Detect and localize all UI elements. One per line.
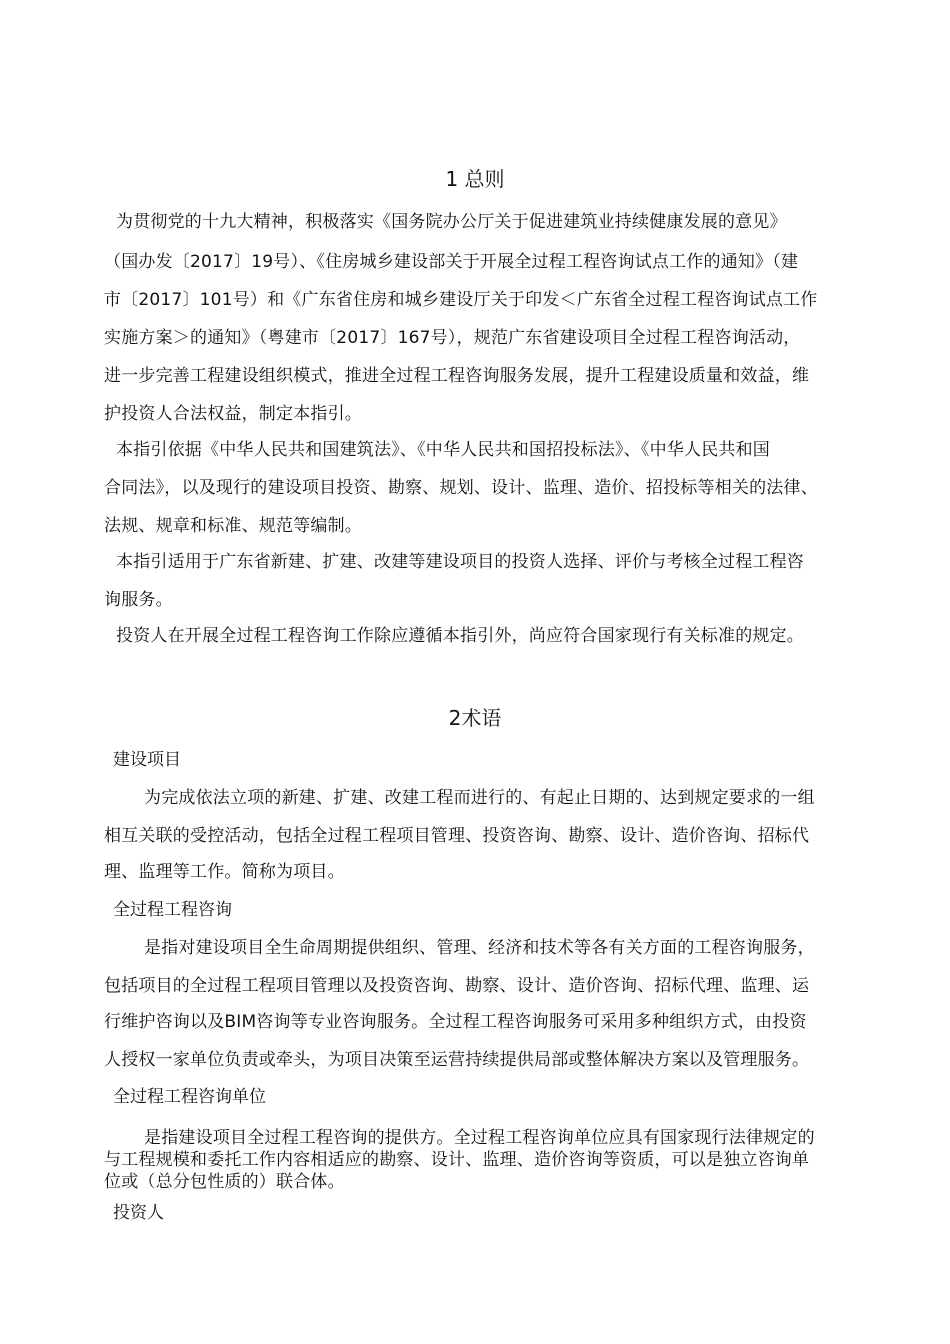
term-3-line-1: 是指建设项目全过程工程咨询的提供方。全过程工程咨询单位应具有国家现行法律规定的 [144, 1128, 815, 1148]
term-1-line-1: 为完成依法立项的新建、扩建、改建工程而进行的、有起止日期的、达到规定要求的一组 [144, 788, 815, 808]
paragraph-4-line-1: 投资人在开展全过程工程咨询工作除应遵循本指引外，尚应符合国家现行有关标准的规定。 [116, 626, 804, 646]
term-title: 投资人 [113, 1203, 164, 1223]
term-2-line-1: 是指对建设项目全生命周期提供组织、管理、经济和技术等各有关方面的工程咨询服务， [144, 938, 815, 958]
paragraph-1-line-6: 护投资人合法权益，制定本指引。 [104, 404, 362, 424]
paragraph-3-line-2: 询服务。 [104, 590, 173, 610]
term-1-line-3: 理、监理等工作。简称为项目。 [104, 862, 345, 882]
term-2-line-4: 人授权一家单位负责或牵头，为项目决策至运营持续提供局部或整体解决方案以及管理服务。 [104, 1050, 810, 1070]
section-1-heading: 1 总则 [445, 167, 505, 191]
paragraph-1-line-4: 实施方案＞的通知》（粤建市〔2017〕167号），规范广东省建设项目全过程工程咨询活动， [104, 328, 801, 348]
term-1-line-2: 相互关联的受控活动，包括全过程工程项目管理、投资咨询、勘察、设计、造价咨询、招标代 [104, 826, 810, 846]
section-2-heading: 2术语 [448, 706, 502, 730]
paragraph-2-line-1: 本指引依据《中华人民共和国建筑法》、《中华人民共和国招投标法》、《中华人民共和国 [116, 440, 770, 460]
term-title: 全过程工程咨询单位 [113, 1087, 266, 1107]
term-title: 全过程工程咨询 [113, 900, 232, 920]
term-2-line-2: 包括项目的全过程工程项目管理以及投资咨询、勘察、设计、造价咨询、招标代理、监理、运 [104, 976, 810, 996]
paragraph-3-line-1: 本指引适用于广东省新建、扩建、改建等建设项目的投资人选择、评价与考核全过程工程咨 [116, 552, 804, 572]
paragraph-1-line-2: （国办发〔2017〕19号）、《住房城乡建设部关于开展全过程工程咨询试点工作的通知》（建 [104, 252, 799, 272]
paragraph-1-line-1: 为贯彻党的十九大精神，积极落实《国务院办公厅关于促进建筑业持续健康发展的意见》 [116, 212, 787, 232]
paragraph-2-line-3: 法规、规章和标准、规范等编制。 [104, 516, 362, 536]
paragraph-1-line-3: 市〔2017〕101号）和《广东省住房和城乡建设厅关于印发＜广东省全过程工程咨询试点工作 [104, 290, 818, 310]
term-3-line-2: 与工程规模和委托工作内容相适应的勘察、设计、监理、造价咨询等资质，可以是独立咨询单 [104, 1150, 810, 1170]
term-3-line-3: 位或（总分包性质的）联合体。 [104, 1172, 345, 1192]
term-2-line-3: 行维护咨询以及BIM咨询等专业咨询服务。全过程工程咨询服务可采用多种组织方式，由投资 [104, 1012, 807, 1032]
paragraph-2-line-2: 合同法》，以及现行的建设项目投资、勘察、规划、设计、监理、造价、招投标等相关的法律、 [104, 478, 818, 498]
term-title: 建设项目 [113, 750, 181, 770]
paragraph-1-line-5: 进一步完善工程建设组织模式，推进全过程工程咨询服务发展，提升工程建设质量和效益，维 [104, 366, 810, 386]
